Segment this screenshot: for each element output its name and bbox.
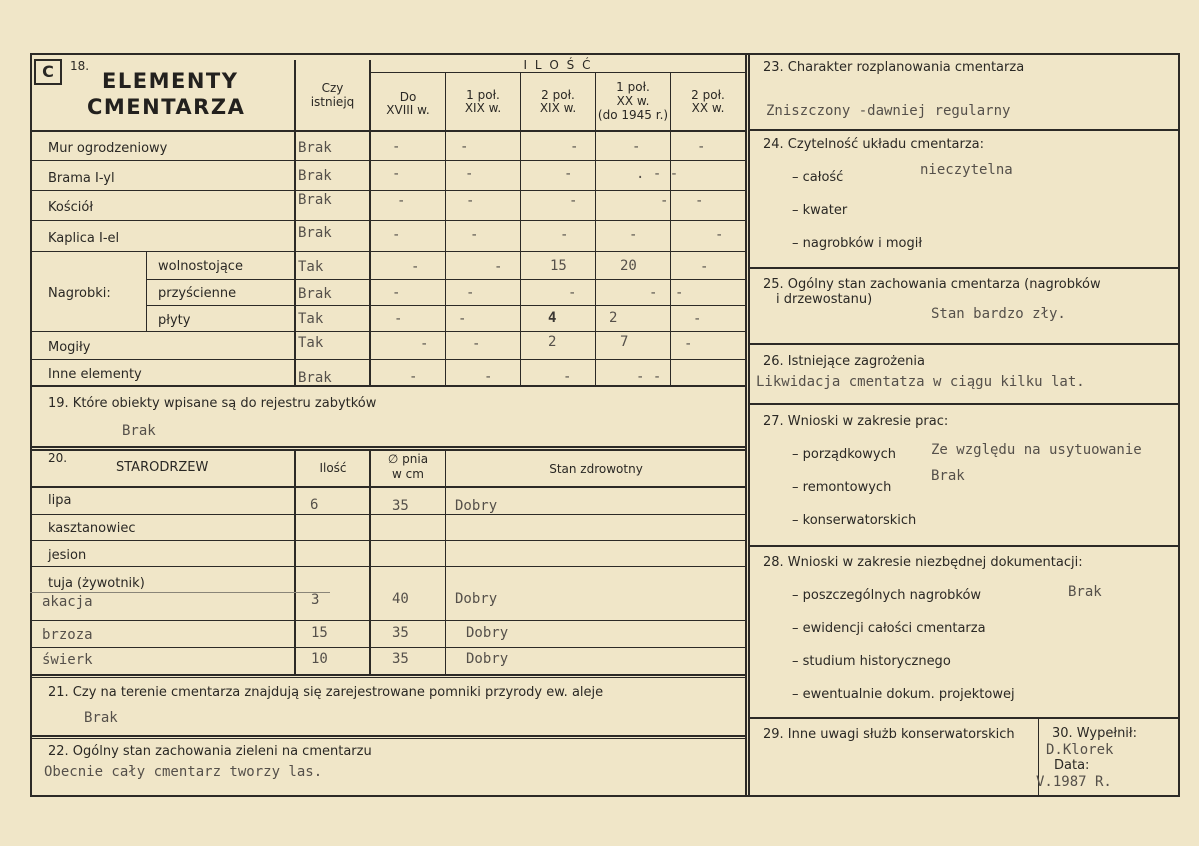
qty-cell: - <box>465 166 474 182</box>
q25-bottom <box>748 343 1180 345</box>
qty-cell: - <box>394 311 403 327</box>
tree-name: lipa <box>48 493 72 508</box>
q28-item-ewidencji: – ewidencji całości cmentarza <box>792 621 986 636</box>
period-1xx-1: 1 poł. <box>616 80 650 94</box>
q22-label: 22. Ogólny stan zachowania zieleni na cmentarzu <box>48 744 372 759</box>
q20-row-line <box>30 514 747 515</box>
section-18-title-line1: ELEMENTY <box>102 69 239 93</box>
period-2xx-2: XX w. <box>691 101 725 115</box>
ilosc-underline <box>369 72 746 73</box>
qty-cell: - <box>675 285 684 301</box>
tree-ilosc: 3 <box>311 592 320 608</box>
qty-cell: - <box>411 259 420 275</box>
tree-stan: Dobry <box>455 591 498 607</box>
section-18-number: 18. <box>70 59 90 73</box>
q20-col-pnia-2: w cm <box>392 467 424 481</box>
row-label-nagrobki: Nagrobki: <box>48 286 111 301</box>
row-label-wolnostojace: wolnostojące <box>158 259 243 274</box>
row-label-przyscienne: przyścienne <box>158 286 237 301</box>
row-line-4 <box>30 251 747 252</box>
row-line-8 <box>30 359 747 360</box>
row-line-7 <box>30 331 747 332</box>
qty-cell: - <box>632 139 641 155</box>
q28-bottom <box>748 717 1180 719</box>
exists-przyscienne: Brak <box>298 286 332 302</box>
exists-brama: Brak <box>298 168 332 184</box>
qty-cell: 15 <box>550 258 567 274</box>
period-2xix-2: XIX w. <box>539 101 577 115</box>
right-block-bottom <box>748 795 1180 797</box>
q23-value: Zniszczony -dawniej regularny <box>766 103 1011 119</box>
czy-istnieja-line1: Czy <box>321 81 344 95</box>
q27-value-line2: Brak <box>931 468 965 484</box>
tree-pnia: 35 <box>392 651 409 667</box>
row-line-5 <box>146 279 747 280</box>
qty-cell: - <box>697 139 706 155</box>
row-label-plyty: płyty <box>158 313 191 328</box>
q22-top <box>30 738 747 739</box>
exists-kosciol: Brak <box>298 192 332 208</box>
q26-bottom <box>748 403 1180 405</box>
qty-cell: - <box>460 139 469 155</box>
qty-cell: - - <box>636 369 662 385</box>
right-block-left <box>748 53 750 797</box>
q21-top <box>30 677 747 678</box>
qty-cell: - <box>568 285 577 301</box>
qty-cell: - <box>570 139 579 155</box>
q20-col-stan: Stan zdrowotny <box>549 462 643 476</box>
tree-ilosc: 10 <box>311 651 328 667</box>
right-block-right <box>1178 53 1180 797</box>
qty-cell: - <box>494 259 503 275</box>
czy-istnieja-line2: istniejq <box>310 95 355 109</box>
q27-item-konserwatorskich: – konserwatorskich <box>792 513 917 528</box>
qty-cell: - <box>472 336 481 352</box>
period-1xx-2: XX w. <box>616 94 650 108</box>
qty-cell: - <box>392 139 401 155</box>
section-18-bottom <box>30 385 747 387</box>
qty-cell: 7 <box>620 334 629 350</box>
q27-bottom <box>748 545 1180 547</box>
section-18-title-line2: CMENTARZA <box>87 95 246 119</box>
qty-cell: - <box>470 227 479 243</box>
q20-row-line <box>30 566 747 567</box>
tree-ilosc: 15 <box>311 625 328 641</box>
row-label-kosciol: Kościół <box>48 200 94 215</box>
period-2xx-1: 2 poł. <box>691 88 725 102</box>
q24-bottom <box>748 267 1180 269</box>
q29-label: 29. Inne uwagi służb konserwatorskich <box>763 727 1015 742</box>
tree-name: kasztanowiec <box>48 521 136 536</box>
qty-cell: - <box>392 227 401 243</box>
tree-name: jesion <box>48 548 87 563</box>
q20-number: 20. <box>48 451 68 465</box>
qty-cell: - <box>563 369 572 385</box>
tree-name: tuja (żywotnik) <box>48 576 145 591</box>
tree-ilosc: 6 <box>310 497 319 513</box>
qty-cell: - <box>700 259 709 275</box>
qty-cell: - <box>569 193 578 209</box>
q20-bottom <box>30 674 747 676</box>
qty-cell: . - - <box>636 166 679 182</box>
qty-cell: 2 <box>548 334 557 350</box>
q27-item-remontowych: – remontowych <box>792 480 892 495</box>
q20-header: STARODRZEW <box>116 460 209 475</box>
q30-date-label: Data: <box>1054 758 1090 773</box>
q28-item-studium: – studium historycznego <box>792 654 951 669</box>
qty-cell: - <box>466 193 475 209</box>
tree-name: brzoza <box>42 627 93 643</box>
header-bottom-line <box>30 130 747 132</box>
q20-col-line-3 <box>445 449 446 675</box>
q25-label-line2: i drzewostanu) <box>776 292 873 307</box>
ilosc-header: I L O Ś Ć <box>523 58 593 72</box>
border-left-outer <box>30 53 32 797</box>
q20-col-line-2 <box>369 449 371 675</box>
q30-date: V.1987 R. <box>1036 774 1112 790</box>
exists-mur: Brak <box>298 140 332 156</box>
q24-value: nieczytelna <box>920 162 1013 178</box>
q30-label: 30. Wypełnił: <box>1052 726 1137 741</box>
row-line-2 <box>30 190 747 191</box>
exists-mogily: Tak <box>298 335 324 351</box>
q27-label: 27. Wnioski w zakresie prac: <box>763 414 949 429</box>
q26-value: Likwidacja cmentatza w ciągu kilku lat. <box>756 374 1085 390</box>
q20-col-pnia-1: ∅ pnia <box>387 452 429 466</box>
period-2xix-1: 2 poł. <box>541 88 575 102</box>
qty-cell: - <box>458 311 467 327</box>
exists-plyty: Tak <box>298 311 324 327</box>
qty-cell: - <box>420 336 429 352</box>
tree-name: świerk <box>42 652 93 668</box>
q28-value: Brak <box>1068 584 1102 600</box>
q26-label: 26. Istniejące zagrożenia <box>763 354 925 369</box>
q28-label: 28. Wnioski w zakresie niezbędnej dokumentacji: <box>763 555 1083 570</box>
period-1xix-1: 1 poł. <box>466 88 500 102</box>
qty-cell: - <box>392 166 401 182</box>
period-do-1: Do <box>399 90 417 104</box>
qty-cell: - <box>392 285 401 301</box>
qty-cell: - <box>397 193 406 209</box>
q19-bottom <box>30 446 747 448</box>
period-do-2: XVIII w. <box>386 103 430 117</box>
qty-cell: - <box>564 166 573 182</box>
q30-name: D.Klorek <box>1046 742 1114 758</box>
q22-value: Obecnie cały cmentarz tworzy las. <box>44 764 323 780</box>
qty-cell: - <box>484 369 493 385</box>
tree-stan: Dobry <box>466 651 509 667</box>
border-bottom-left <box>30 795 748 797</box>
tree-pnia: 35 <box>392 625 409 641</box>
qty-cell: - <box>693 311 702 327</box>
qty-cell: - <box>560 227 569 243</box>
q24-label: 24. Czytelność układu cmentarza: <box>763 137 985 152</box>
q27-item-porzadkowych: – porządkowych <box>792 447 896 462</box>
period-1xix-2: XIX w. <box>464 101 502 115</box>
qty-cell: - <box>684 336 693 352</box>
row-label-inne: Inne elementy <box>48 367 142 382</box>
tree-pnia: 40 <box>392 591 409 607</box>
q20-row-line <box>30 620 747 621</box>
col-line-p4 <box>670 73 671 385</box>
right-block-top <box>748 53 1180 55</box>
exists-inne: Brak <box>298 370 332 386</box>
row-line-1 <box>30 160 747 161</box>
tree-pnia: 35 <box>392 498 409 514</box>
q19-label: 19. Które obiekty wpisane są do rejestru zabytków <box>48 396 377 411</box>
qty-cell: - <box>715 227 724 243</box>
q23-label: 23. Charakter rozplanowania cmentarza <box>763 60 1025 75</box>
qty-cell: - <box>695 193 704 209</box>
qty-cell: - <box>466 285 475 301</box>
q20-header-bottom <box>30 486 747 488</box>
q21-label: 21. Czy na terenie cmentarza znajdują się zarejestrowane pomniki przyrody ew. aleje <box>48 685 604 700</box>
q28-item-nagrobkow: – poszczególnych nagrobków <box>792 588 982 603</box>
q21-bottom <box>30 735 747 737</box>
row-label-brama: Brama I-yl <box>48 171 115 186</box>
exists-wolnostojace: Tak <box>298 259 324 275</box>
q20-row-line <box>30 592 330 593</box>
period-1xx-3: (do 1945 r.) <box>597 108 669 122</box>
tree-name: akacja <box>42 594 93 610</box>
q25-value: Stan bardzo zły. <box>931 306 1066 322</box>
qty-cell: - <box>649 285 658 301</box>
row-line-3 <box>30 220 747 221</box>
q27-value-line1: Ze względu na usytuowanie <box>931 442 1142 458</box>
qty-cell: 2 <box>609 310 618 326</box>
section-c-box: C <box>34 59 62 85</box>
col-line-p1 <box>445 73 446 385</box>
exists-kaplica: Brak <box>298 225 332 241</box>
qty-cell: - <box>409 369 418 385</box>
qty-cell: 4 <box>548 310 557 326</box>
q23-bottom <box>748 129 1180 131</box>
q20-row-line <box>30 647 747 648</box>
border-top-left <box>30 53 748 55</box>
q24-item-calosc: – całość <box>792 170 844 185</box>
q20-row-line <box>30 540 747 541</box>
q20-col-line-1 <box>294 449 296 675</box>
q28-item-dokum: – ewentualnie dokum. projektowej <box>792 687 1015 702</box>
row-label-mur: Mur ogrodzeniowy <box>48 141 168 156</box>
row-label-mogily: Mogiły <box>48 340 91 355</box>
qty-cell: - <box>629 227 638 243</box>
q19-value: Brak <box>122 423 156 439</box>
qty-cell: - <box>660 193 669 209</box>
row-line-6 <box>146 305 747 306</box>
border-right-left-block <box>745 53 747 797</box>
tree-stan: Dobry <box>466 625 509 641</box>
q24-item-kwater: – kwater <box>792 203 848 218</box>
q20-col-ilosc: Ilość <box>319 461 347 475</box>
tree-stan: Dobry <box>455 498 498 514</box>
q24-item-nagrobkow: – nagrobków i mogił <box>792 236 923 251</box>
col-line-p2 <box>520 73 521 385</box>
q25-label-line1: 25. Ogólny stan zachowania cmentarza (nagrobków <box>763 277 1101 292</box>
q21-value: Brak <box>84 710 118 726</box>
q20-top <box>30 449 747 451</box>
nagrobki-divider <box>146 251 147 331</box>
qty-cell: 20 <box>620 258 637 274</box>
row-label-kaplica: Kaplica I-el <box>48 231 120 246</box>
